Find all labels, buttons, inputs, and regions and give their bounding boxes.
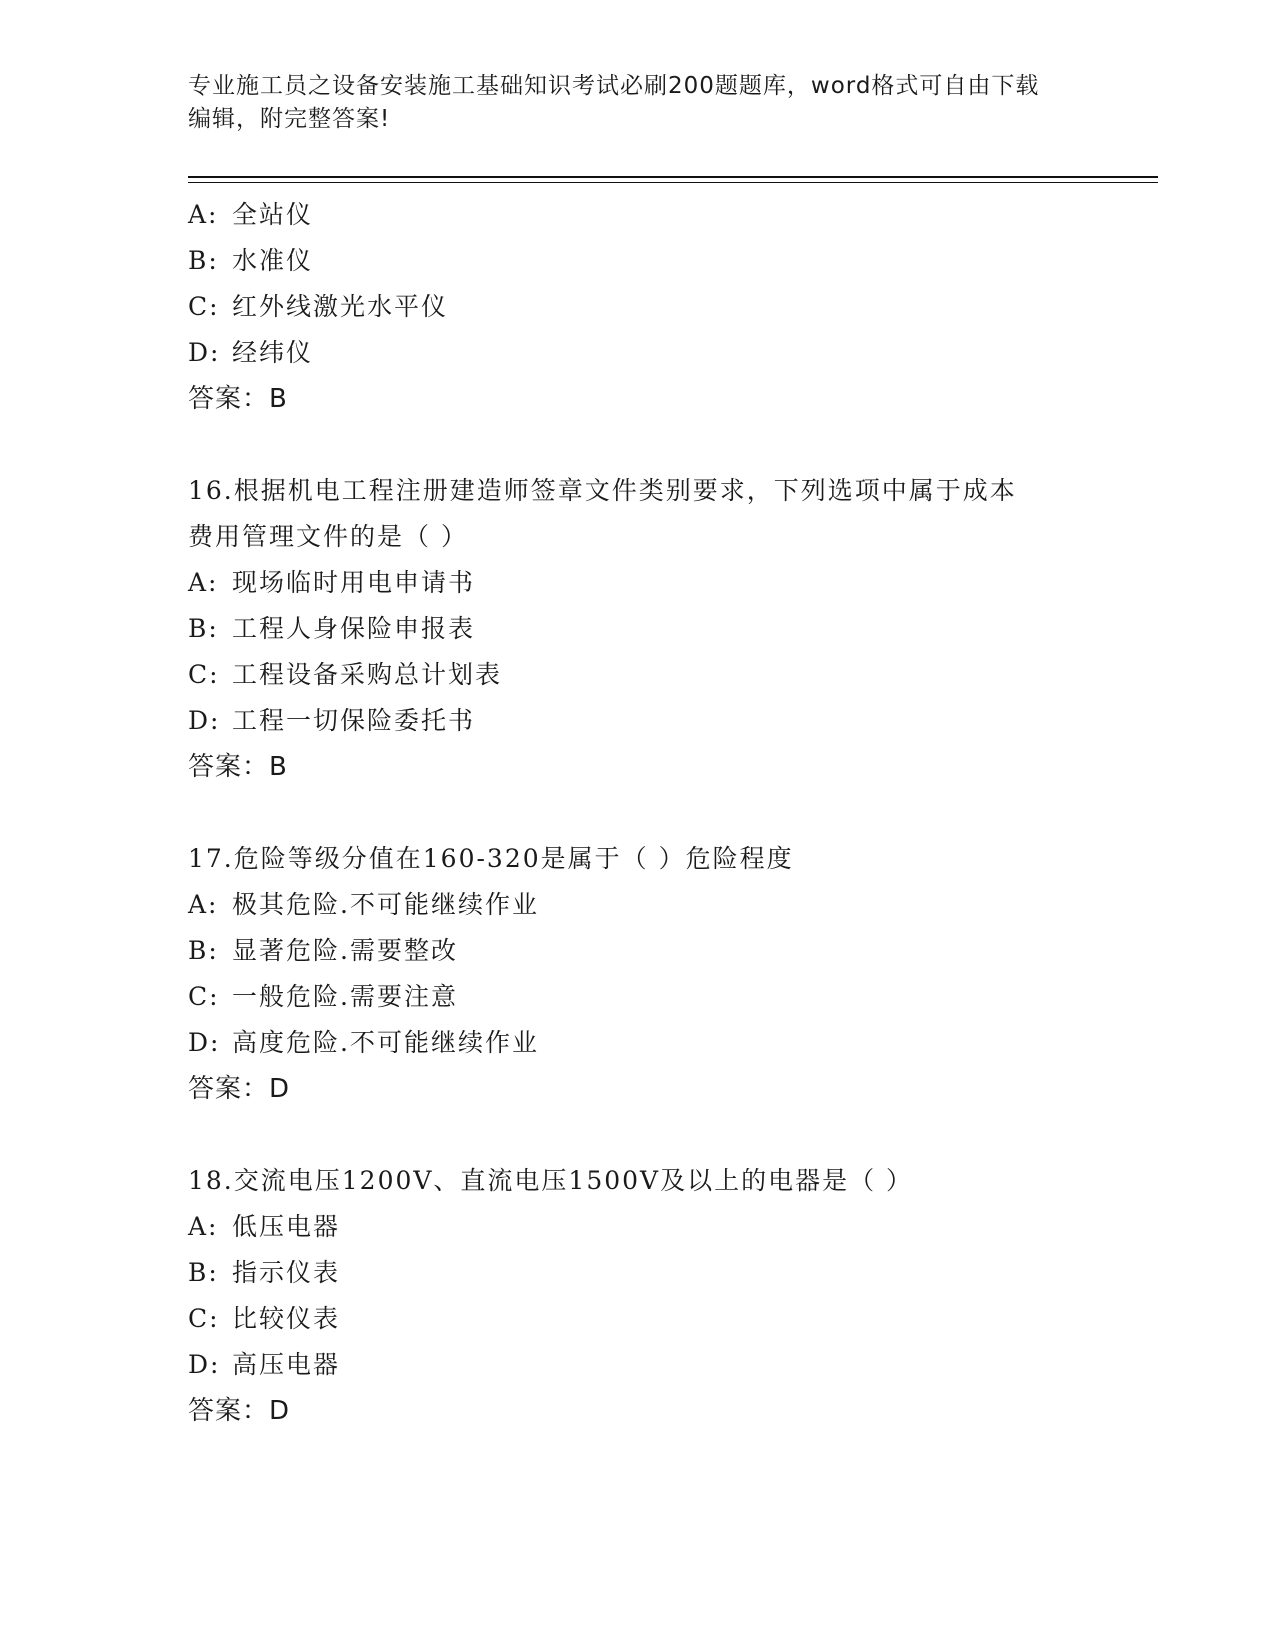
option-d: D: 高度危险.不可能继续作业	[188, 1028, 539, 1057]
spacer	[188, 790, 1158, 836]
option-b: B: 工程人身保险申报表	[188, 614, 476, 643]
answer: 答案：B	[188, 752, 288, 782]
option-c: C: 红外线激光水平仪	[188, 292, 449, 321]
option-d: D: 工程一切保险委托书	[188, 706, 476, 735]
option-c: C: 比较仪表	[188, 1304, 341, 1333]
option-a: A: 全站仪	[188, 200, 314, 229]
option-d: D: 高压电器	[188, 1350, 341, 1379]
option-d: D: 经纬仪	[188, 338, 314, 367]
question-stem-line-1: 18.交流电压1200V、直流电压1500V及以上的电器是（ ）	[188, 1166, 914, 1195]
header-line-1: 专业施工员之设备安装施工基础知识考试必刷200题题库，word格式可自由下载	[188, 73, 1040, 99]
answer: 答案：D	[188, 1396, 291, 1426]
option-b: B: 显著危险.需要整改	[188, 936, 458, 965]
question-stem-line-2: 费用管理文件的是（ ）	[188, 522, 468, 551]
header-divider-thin	[188, 182, 1158, 183]
option-b: B: 指示仪表	[188, 1258, 341, 1287]
option-a: A: 现场临时用电申请书	[188, 568, 476, 597]
option-c: C: 工程设备采购总计划表	[188, 660, 503, 689]
answer: 答案：D	[188, 1074, 291, 1104]
question-18	[188, 1158, 1158, 1434]
question-stem-line-1: 16.根据机电工程注册建造师签章文件类别要求，下列选项中属于成本	[188, 476, 1017, 505]
option-b: B: 水准仪	[188, 246, 314, 275]
question-list	[188, 192, 1158, 1434]
header-divider-thick	[188, 176, 1158, 178]
answer: 答案：B	[188, 384, 288, 414]
question-stem-line-1: 17.危险等级分值在160-320是属于（ ）危险程度	[188, 844, 794, 873]
spacer	[188, 1112, 1158, 1158]
question-16	[188, 468, 1158, 790]
option-a: A: 极其危险.不可能继续作业	[188, 890, 539, 919]
document-header	[188, 70, 1088, 136]
question-15	[188, 192, 1158, 422]
question-17	[188, 836, 1158, 1112]
option-a: A: 低压电器	[188, 1212, 341, 1241]
spacer	[188, 422, 1158, 468]
header-line-2: 编辑，附完整答案!	[188, 106, 391, 132]
option-c: C: 一般危险.需要注意	[188, 982, 458, 1011]
